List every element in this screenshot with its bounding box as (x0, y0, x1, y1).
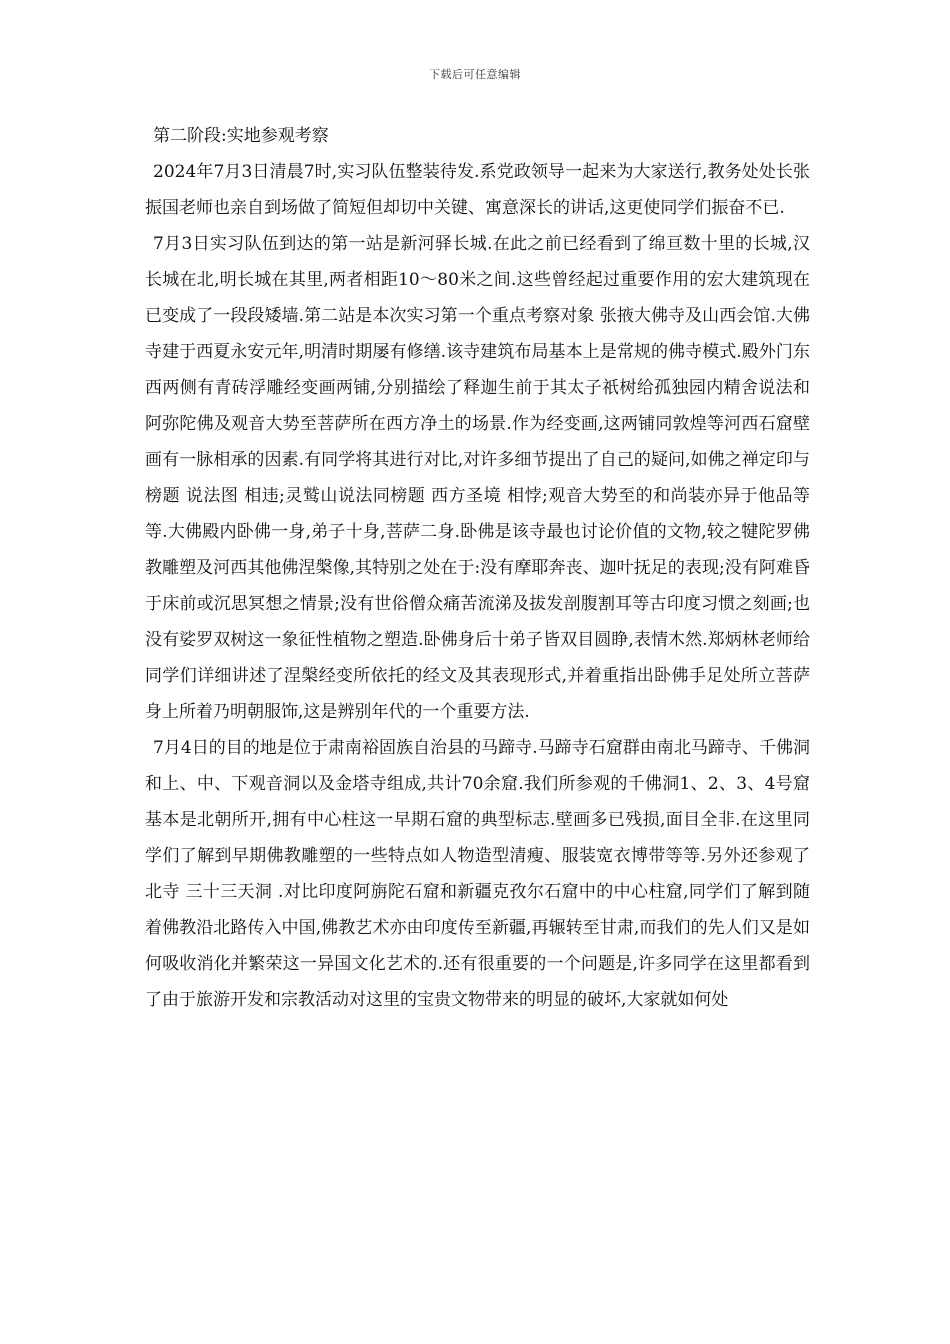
section-title: 第二阶段:实地参观考察 (153, 126, 329, 146)
document-body (145, 118, 810, 1018)
paragraph-mati-temple: 7月4日的目的地是位于肃南裕固族自治县的马蹄寺.马蹄寺石窟群由南北马蹄寺、千佛洞和上、中、下观音洞以及金塔寺组成,共计70余窟.我们所参观的千佛洞1、2、3、4号窟基本是北朝所开,拥有中心柱这一早期石窟的典型标志.壁画多已残损,面目全非.在这里同学们了解到早期佛教雕塑的一些特点如人物造型清瘦、服装宽衣博带等等.另外还参观了北寺 三十三天洞 .对比印度阿旃陀石窟和新疆克孜尔石窟中的中心柱窟,同学们了解到随着佛教沿北路传入中国,佛教艺术亦由印度传至新疆,再辗转至甘肃,而我们的先人们又是如何吸收消化并繁荣这一异国文化艺术的.还有很重要的一个问题是,许多同学在这里都看到了由于旅游开发和宗教活动对这里的宝贵文物带来的明显的破坏,大家就如何处 (145, 738, 810, 1010)
page-header-note: 下载后可任意编辑 (429, 68, 521, 81)
paragraph-zhangye-temple: 7月3日实习队伍到达的第一站是新河驿长城.在此之前已经看到了绵亘数十里的长城,汉长城在北,明长城在其里,两者相距10～80米之间.这些曾经起过重要作用的宏大建筑现在已变成了一段段矮墙.第二站是本次实习第一个重点考察对象 张掖大佛寺及山西会馆.大佛寺建于西夏永安元年,明清时期屡有修缮.该寺建筑布局基本上是常规的佛寺模式.殿外门东西两侧有青砖浮雕经变画两铺,分别描绘了释迦生前于其太子祇树给孤独园内精舍说法和阿弥陀佛及观音大势至菩萨所在西方净土的场景.作为经变画,这两铺同敦煌等河西石窟壁画有一脉相承的因素.有同学将其进行对比,对许多细节提出了自己的疑问,如佛之禅定印与榜题 说法图 相违;灵鹫山说法同榜题 西方圣境 相悖;观音大势至的和尚装亦异于他品等等.大佛殿内卧佛一身,弟子十身,菩萨二身.卧佛是该寺最也讨论价值的文物,较之犍陀罗佛教雕塑及河西其他佛涅槃像,其特别之处在于:没有摩耶奔丧、迦叶抚足的表现;没有阿难昏于床前或沉思冥想之情景;没有世俗僧众痛苦流涕及拔发剖腹割耳等古印度习惯之刻画;也没有娑罗双树这一象征性植物之塑造.卧佛身后十弟子皆双目圆睁,表情木然.郑炳林老师给同学们详细讲述了涅槃经变所依托的经文及其表现形式,并着重指出卧佛手足处所立菩萨身上所着乃明朝服饰,这是辨别年代的一个重要方法. (145, 234, 810, 722)
paragraph-send-off: 2024年7月3日清晨7时,实习队伍整装待发.系党政领导一起来为大家送行,教务处处长张振国老师也亲自到场做了简短但却切中关键、寓意深长的讲话,这更使同学们振奋不已. (145, 162, 810, 218)
